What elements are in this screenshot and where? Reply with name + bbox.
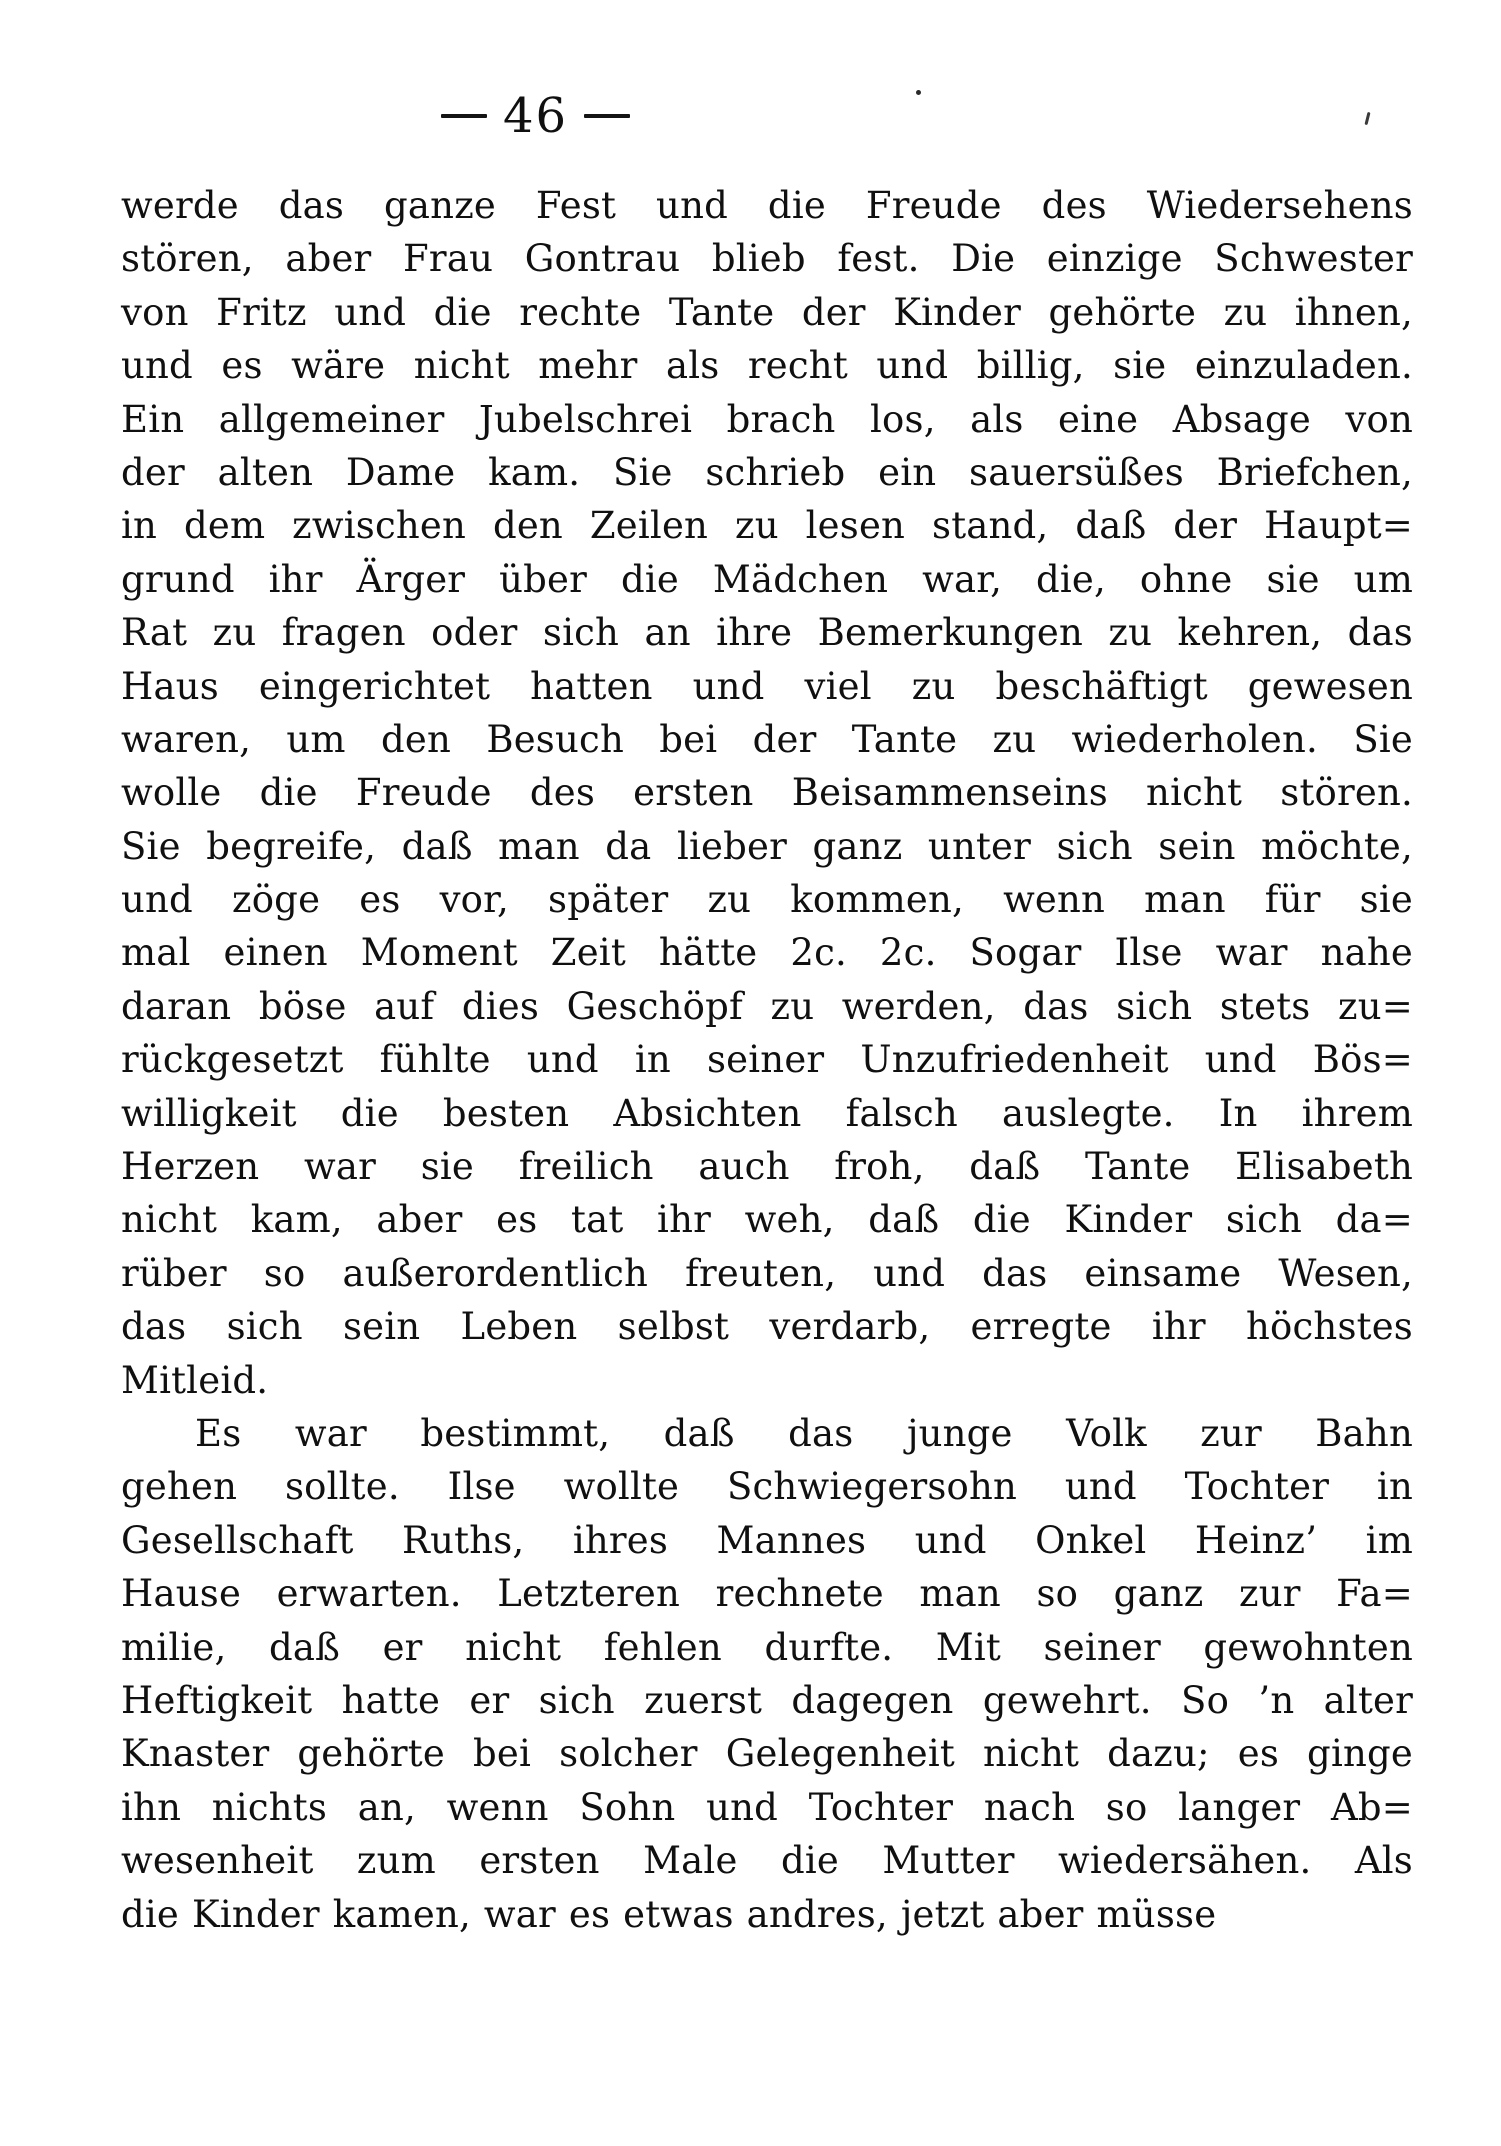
text-line: in dem zwischen den Zeilen zu lesen stand, daß der Haupt=	[121, 504, 1413, 548]
text-line: milie, daß er nicht fehlen durfte. Mit seiner gewohnten	[121, 1625, 1413, 1669]
text-line: Gesellschaft Ruths, ihres Mannes und Onkel Heinz’ im	[121, 1518, 1413, 1562]
text-line: wesenheit zum ersten Male die Mutter wiedersähen. Als	[121, 1839, 1413, 1883]
text-block	[121, 179, 1413, 1941]
ink-speck	[1364, 112, 1370, 125]
text-line: Hause erwarten. Letzteren rechnete man so ganz zur Fa=	[121, 1572, 1413, 1616]
ink-speck	[916, 90, 921, 95]
header-dash-left	[441, 114, 487, 118]
page-number: 46	[503, 88, 569, 144]
text-line: die Kinder kamen, war es etwas andres, jetzt aber müsse	[121, 1892, 1217, 1936]
text-line: Sie begreife, daß man da lieber ganz unter sich sein möchte,	[121, 824, 1413, 868]
text-line: Mitleid.	[121, 1358, 269, 1402]
text-line: und zöge es vor, später zu kommen, wenn man für sie	[121, 878, 1413, 922]
text-line: Knaster gehörte bei solcher Gelegenheit nicht dazu; es ginge	[121, 1732, 1413, 1776]
text-line: von Fritz und die rechte Tante der Kinder gehörte zu ihnen,	[121, 290, 1413, 334]
text-line: stören, aber Frau Gontrau blieb fest. Die einzige Schwester	[121, 237, 1413, 281]
text-line: rückgesetzt fühlte und in seiner Unzufriedenheit und Bös=	[121, 1038, 1413, 1082]
text-line: der alten Dame kam. Sie schrieb ein sauersüßes Briefchen,	[121, 450, 1413, 494]
text-line: Es war bestimmt, daß das junge Volk zur Bahn	[195, 1411, 1413, 1455]
text-line: Heftigkeit hatte er sich zuerst dagegen gewehrt. So ’n alter	[121, 1678, 1413, 1722]
text-line: das sich sein Leben selbst verdarb, erregte ihr höchstes	[121, 1305, 1413, 1349]
text-line: gehen sollte. Ilse wollte Schwiegersohn und Tochter in	[121, 1465, 1413, 1509]
text-line: daran böse auf dies Geschöpf zu werden, das sich stets zu=	[121, 984, 1413, 1028]
text-line: willigkeit die besten Absichten falsch auslegte. In ihrem	[121, 1091, 1413, 1135]
text-line: grund ihr Ärger über die Mädchen war, die, ohne sie um	[121, 557, 1413, 601]
text-line: wolle die Freude des ersten Beisammenseins nicht stören.	[121, 771, 1413, 815]
header-dash-right	[584, 114, 630, 118]
text-line: rüber so außerordentlich freuten, und das einsame Wesen,	[121, 1251, 1413, 1295]
text-line: Rat zu fragen oder sich an ihre Bemerkungen zu kehren, das	[121, 611, 1413, 655]
text-line: Haus eingerichtet hatten und viel zu beschäftigt gewesen	[121, 664, 1413, 708]
text-line: ihn nichts an, wenn Sohn und Tochter nach so langer Ab=	[121, 1785, 1413, 1829]
text-line: werde das ganze Fest und die Freude des Wiedersehens	[121, 184, 1413, 227]
text-line: waren, um den Besuch bei der Tante zu wiederholen. Sie	[121, 717, 1413, 761]
text-line: Ein allgemeiner Jubelschrei brach los, als eine Absage von	[121, 397, 1413, 441]
text-line: nicht kam, aber es tat ihr weh, daß die Kinder sich da=	[121, 1198, 1413, 1242]
text-line: mal einen Moment Zeit hätte 2c. 2c. Sogar Ilse war nahe	[121, 931, 1413, 975]
text-line: Herzen war sie freilich auch froh, daß Tante Elisabeth	[121, 1145, 1413, 1189]
text-line: und es wäre nicht mehr als recht und billig, sie einzuladen.	[121, 344, 1413, 388]
page-header	[441, 88, 630, 144]
